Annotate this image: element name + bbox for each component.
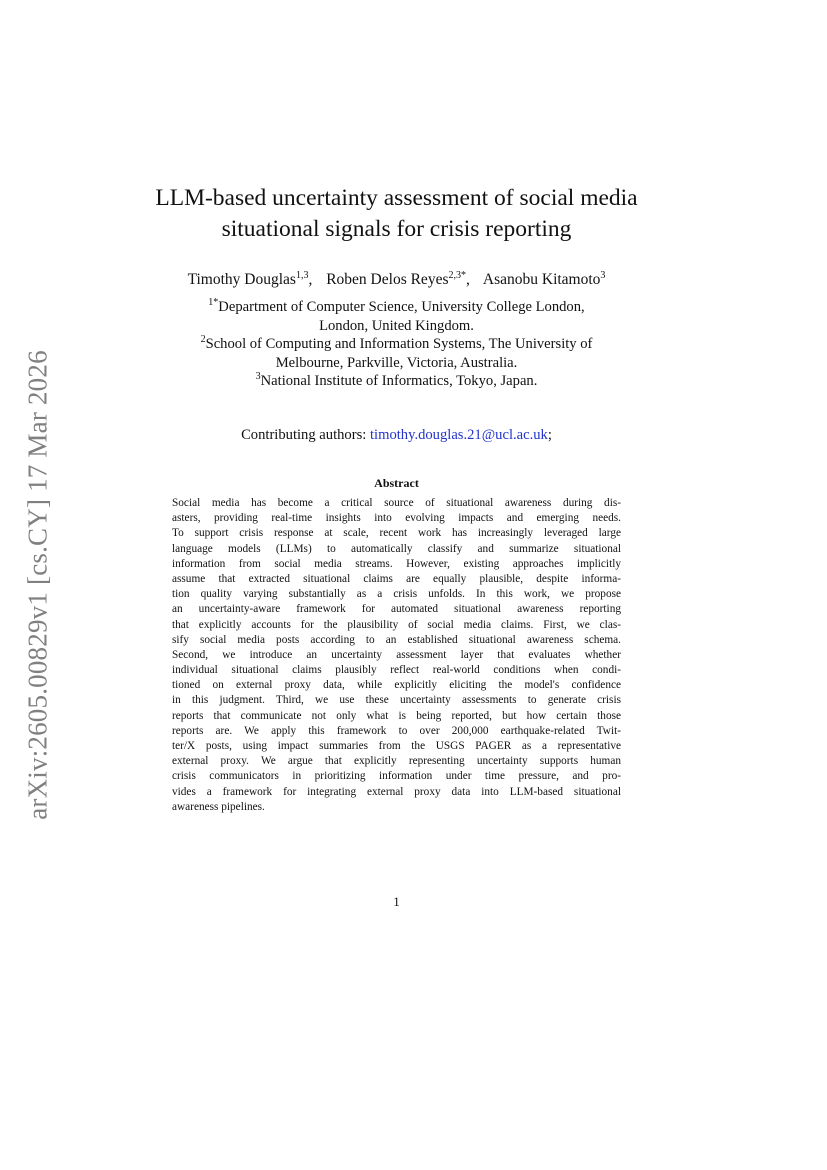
title-line-2: situational signals for crisis reporting <box>221 216 572 242</box>
affiliation-line: Department of Computer Science, University College London, <box>218 299 585 315</box>
abstract-line: reports that communicate not only what is being reported, but how certain those <box>172 709 621 722</box>
author-name: Timothy Douglas <box>187 271 296 288</box>
abstract-line: To support crisis response at scale, recent work has increasingly leveraged large <box>172 527 621 540</box>
abstract-line: awareness pipelines. <box>172 800 265 813</box>
abstract-line: individual situational claims plausibly reflect real-world conditions when condi- <box>172 664 621 677</box>
affiliation-item <box>160 335 633 372</box>
author-separator: , <box>465 271 470 288</box>
contributing-trail: ; <box>547 427 552 443</box>
abstract-line: information from social media streams. However, existing approaches implicitly <box>172 557 621 570</box>
author-separator: , <box>308 271 313 288</box>
abstract-heading: Abstract <box>374 476 419 490</box>
affiliation-line: National Institute of Informatics, Tokyo, Japan. <box>260 373 538 389</box>
page-number: 1 <box>393 894 400 909</box>
affiliation-marker: 1* <box>208 297 219 308</box>
abstract-line: external proxy. We argue that explicitly representing uncertainty supports human <box>172 755 621 768</box>
author-affiliation-marker: 2,3* <box>448 270 466 281</box>
abstract-line: crisis communicators in prioritizing information under time pressure, and pro- <box>172 770 621 783</box>
abstract-line: Second, we introduce an uncertainty assessment layer that evaluates whether <box>172 648 621 661</box>
abstract-line: tion quality varying substantially as a crisis unfolds. In this work, we propose <box>172 588 621 601</box>
abstract-body <box>172 496 621 815</box>
contributing-authors <box>100 426 693 444</box>
affiliation-line: Melbourne, Parkville, Victoria, Australia. <box>275 354 518 371</box>
arxiv-identifier-stamp: arXiv:2605.00829v1 [cs.CY] 17 Mar 2026 <box>22 350 53 820</box>
abstract-line: sify social media posts according to an established situational awareness schema. <box>172 633 621 646</box>
contributing-label: Contributing authors: <box>241 427 367 443</box>
abstract-line: assume that extracted situational claims are equally plausible, despite informa- <box>172 572 621 585</box>
abstract-line: vides a framework for integrating external proxy data into LLM-based situational <box>172 785 621 798</box>
author-name: Roben Delos Reyes <box>326 271 449 288</box>
abstract-line: tioned on external proxy data, while explicitly eliciting the model's confidence <box>172 679 621 692</box>
author-affiliation-marker: 3 <box>600 270 606 281</box>
abstract-line: an uncertainty-aware framework for automated situational awareness reporting <box>172 603 621 616</box>
abstract-line: ter/X posts, using impact summaries from the USGS PAGER as a representative <box>172 740 621 752</box>
affiliation-marker: 2 <box>200 334 206 345</box>
affiliation-item <box>160 298 633 335</box>
affiliation-marker: 3 <box>255 371 261 382</box>
author-affiliation-marker: 1,3 <box>295 270 309 281</box>
author-name: Asanobu Kitamoto <box>482 271 601 288</box>
contact-email-link[interactable]: timothy.douglas.21@ucl.ac.uk <box>369 427 548 443</box>
affiliation-item <box>160 372 633 391</box>
affiliation-line: School of Computing and Information Systems, The University of <box>205 336 593 352</box>
abstract-line: reports are. We apply this framework to over 200,000 earthquake-related Twit- <box>172 724 621 737</box>
abstract-line: that explicitly accounts for the plausibility of social media claims. First, we clas- <box>172 618 621 631</box>
abstract-line: in this judgment. Third, we use these uncertainty assessments to generate crisis <box>172 694 621 707</box>
abstract-line: language models (LLMs) to automatically classify and summarize situational <box>172 542 621 555</box>
author-list <box>100 270 693 290</box>
affiliation-line: London, United Kingdom. <box>319 317 474 334</box>
abstract-line: asters, providing real-time insights into evolving impacts and emerging needs. <box>172 512 621 525</box>
abstract-line: Social media has become a critical source of situational awareness during dis- <box>172 497 621 509</box>
paper-title <box>120 183 673 245</box>
title-line-1: LLM-based uncertainty assessment of social media <box>155 185 638 211</box>
affiliation-list <box>160 298 633 391</box>
